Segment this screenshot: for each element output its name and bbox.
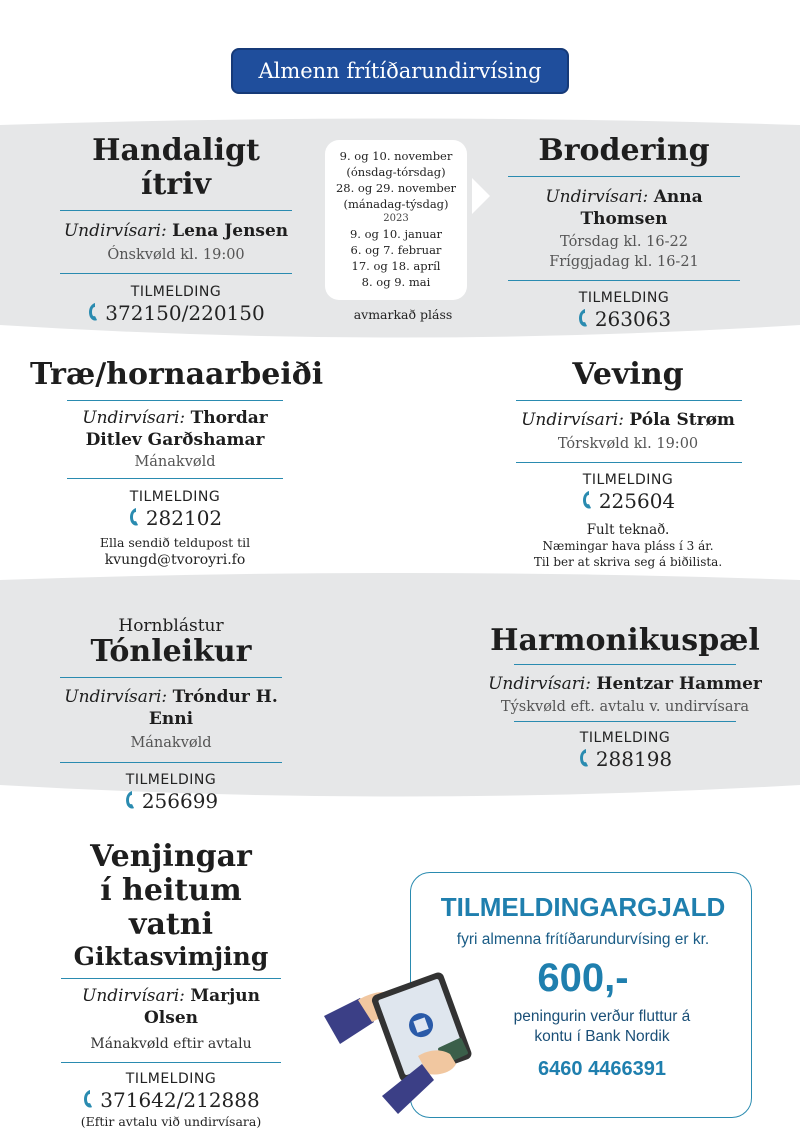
teacher-name: Thordar <box>190 408 268 428</box>
course-title: Træ/hornaarbeiði <box>30 357 324 392</box>
signup-label: TILMELDING <box>582 472 674 488</box>
teacher-label: Undirvísari: <box>63 221 167 241</box>
course-veving <box>508 358 748 570</box>
phone-icon <box>577 308 589 328</box>
date-line: 6. og 7. februar <box>350 243 442 257</box>
course-title: Venjingar <box>90 839 252 874</box>
phone-icon <box>581 490 593 510</box>
teacher-line <box>484 673 766 695</box>
divider <box>514 721 736 722</box>
teacher-label: Undirvísari: <box>82 986 185 1006</box>
date-line: 17. og 18. apríl <box>351 259 441 273</box>
teacher-label: Undirvísari: <box>521 410 625 430</box>
course-trae <box>30 357 324 569</box>
course-subtitle: Giktasvimjing <box>73 942 269 971</box>
phone-number[interactable]: 371642/212888 <box>100 1088 260 1112</box>
phone-icon <box>87 302 99 322</box>
signup-label: TILMELDING <box>125 1071 217 1087</box>
course-brodering <box>508 134 740 331</box>
appointment-note: (Eftir avtalu við undirvísara) <box>80 1114 262 1129</box>
divider <box>516 462 742 463</box>
status-note: Fult teknað. <box>586 522 670 538</box>
divider <box>60 762 282 763</box>
phone-number[interactable]: 225604 <box>598 489 676 513</box>
phone-icon <box>578 748 590 768</box>
course-title: Handaligt ítriv <box>92 133 260 202</box>
phone-icon <box>124 790 136 810</box>
phone-number[interactable]: 256699 <box>141 789 219 813</box>
signup-label: TILMELDING <box>578 290 670 306</box>
course-title: Brodering <box>538 133 710 168</box>
schedule: Ónskvøld kl. 19:00 <box>107 247 245 263</box>
dates-note: avmarkað pláss <box>353 307 453 322</box>
schedule: Mánakvøld <box>130 735 212 751</box>
course-title: Tónleikur <box>90 634 252 669</box>
status-note: Næmingar hava pláss í 3 ár. <box>542 539 714 553</box>
fee-title: TILMELDINGARGJALD <box>440 892 726 922</box>
schedule: Mánakvøld <box>134 454 216 470</box>
date-line: 8. og 9. mai <box>361 275 431 289</box>
teacher-name: Póla Strøm <box>629 410 735 430</box>
teacher-label: Undirvísari: <box>545 187 649 207</box>
divider <box>61 1062 281 1063</box>
phone-icon <box>82 1089 94 1109</box>
course-title: Harmonikuspæl <box>490 623 760 658</box>
teacher-name: Lena Jensen <box>172 221 289 241</box>
date-line: 9. og 10. januar <box>349 227 443 241</box>
course-title-cont: í heitum vatni <box>100 873 242 942</box>
phone-number[interactable]: 282102 <box>145 506 223 530</box>
phone-number[interactable]: 263063 <box>594 307 672 331</box>
fee-transfer <box>480 1007 724 1081</box>
fee-amount: 600,- <box>537 956 629 1000</box>
account-number: 6460 4466391 <box>538 1058 666 1080</box>
course-title: Veving <box>572 357 684 392</box>
teacher-name: Hentzar Hammer <box>596 674 762 694</box>
divider <box>61 978 281 979</box>
phone-number[interactable]: 372150/220150 <box>105 301 265 325</box>
signup-label: TILMELDING <box>129 489 221 505</box>
divider <box>60 273 292 274</box>
course-venjingar <box>55 840 287 1130</box>
divider <box>508 280 740 281</box>
schedule: Týskvøld eft. avtalu v. undirvísara <box>500 699 750 715</box>
teacher-label: Undirvísari: <box>82 408 186 428</box>
phone-line <box>508 307 740 331</box>
page-title: Almenn frítíðarundirvísing <box>258 59 542 83</box>
date-line: 9. og 10. november <box>339 149 453 163</box>
email-link[interactable]: kvungd@tvoroyri.fo <box>104 552 246 568</box>
header-pill <box>231 48 569 94</box>
phone-line <box>508 489 748 513</box>
course-subtitle: Hornblástur <box>118 616 224 636</box>
phone-line <box>60 301 292 325</box>
teacher-line <box>60 686 282 730</box>
date-line: (ónsdag-tórsdag) <box>346 165 446 179</box>
divider <box>508 176 740 177</box>
schedule: Mánakvøld eftir avtalu <box>90 1036 252 1052</box>
phone-icon <box>128 507 140 527</box>
teacher-name: Anna Thomsen <box>580 187 703 229</box>
arrow-right-icon <box>470 176 492 216</box>
divider <box>67 400 283 401</box>
teacher-line <box>60 220 292 242</box>
teacher-label: Undirvísari: <box>488 674 592 694</box>
fee-description: fyri almenna frítíðarundurvísing er kr. <box>456 931 710 948</box>
signup-label: TILMELDING <box>579 730 671 746</box>
phone-number[interactable]: 288198 <box>595 747 673 771</box>
schedule: Tórskvøld kl. 19:00 <box>557 436 699 452</box>
date-line: 28. og 29. november <box>335 181 457 195</box>
phone-line <box>30 506 320 530</box>
course-harmonika <box>484 624 766 771</box>
divider <box>67 478 283 479</box>
course-tonleikur <box>60 616 282 813</box>
teacher-line <box>508 186 740 230</box>
divider <box>516 400 742 401</box>
phone-line <box>484 747 766 771</box>
transfer-line: kontu í Bank Nordik <box>534 1028 670 1045</box>
transfer-line: peningurin verður fluttur á <box>513 1008 691 1025</box>
teacher-line <box>30 407 320 429</box>
signup-label: TILMELDING <box>125 772 217 788</box>
dates-list <box>325 140 467 290</box>
divider <box>514 664 736 665</box>
signup-label: TILMELDING <box>130 284 222 300</box>
teacher-line <box>55 985 287 1029</box>
phone-line <box>55 1088 287 1112</box>
teacher-line <box>508 409 748 431</box>
phone-line <box>60 789 282 813</box>
teacher-name: Tróndur H. Enni <box>148 687 278 729</box>
teacher-name: Marjun Olsen <box>143 986 260 1028</box>
teacher-name-cont: Ditlev Garðshamar <box>85 430 265 450</box>
date-line: (mánadag-týsdag) <box>343 197 449 211</box>
email-note: Ella sendið teldupost til <box>99 535 251 550</box>
dates-box <box>325 140 467 300</box>
date-line: 2023 <box>383 213 409 224</box>
status-note: Til ber at skriva seg á biðilista. <box>533 555 723 569</box>
divider <box>60 677 282 678</box>
teacher-label: Undirvísari: <box>64 687 168 707</box>
schedule: Fríggjadag kl. 16-21 <box>549 254 699 270</box>
course-handaligt <box>60 134 292 325</box>
schedule: Tórsdag kl. 16-22 <box>560 234 688 250</box>
tablet-payment-illustration <box>322 964 472 1124</box>
divider <box>60 210 292 211</box>
